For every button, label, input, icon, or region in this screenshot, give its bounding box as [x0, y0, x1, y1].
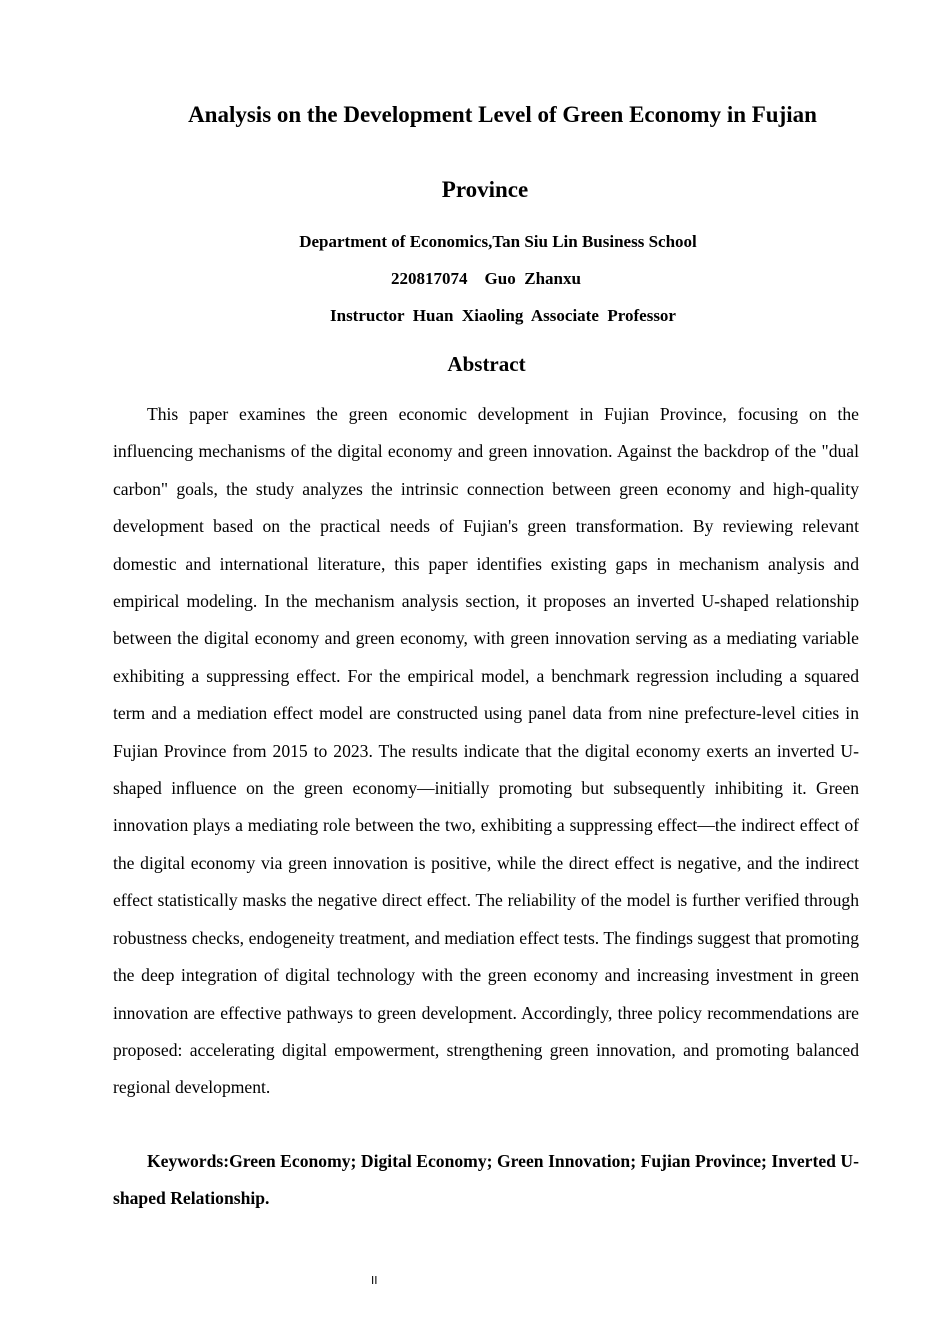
- student-line: 220817074 Guo Zhanxu: [391, 269, 581, 288]
- paper-title-line-1: Analysis on the Development Level of Green Economy in Fujian: [188, 102, 817, 127]
- page-number: II: [371, 1274, 378, 1287]
- instructor-line: Instructor Huan Xiaoling Associate Professor: [330, 306, 676, 325]
- abstract-heading: Abstract: [447, 352, 526, 376]
- paper-title-line-2: Province: [441, 177, 529, 202]
- keywords-paragraph: Keywords:Green Economy; Digital Economy; Green Innovation; Fujian Province; Inverted U-shaped Relationship.: [113, 1151, 859, 1209]
- abstract-body: This paper examines the green economic development in Fujian Province, focusing on the influencing mechanisms of the digital economy and green innovation. Against the backdrop of the "dual carbon" goals, the study analyzes the intrinsic connection between green economy and high-quality development based on the practical needs of Fujian's green transformation. By reviewing relevant domestic and international literature, this paper identifies existing gaps in mechanism analysis and empirical modeling. In the mechanism analysis section, it proposes an inverted U-shaped relationship between the digital economy and green economy, with green innovation serving as a mediating variable exhibiting a suppressing effect. For the empirical model, a benchmark regression including a squared term and a mediation effect model are constructed using panel data from nine prefecture-level cities in Fujian Province from 2015 to 2023. The results indicate that the digital economy exerts an inverted U-shaped influence on the green economy—initially promoting but subsequently inhibiting it. Green innovation plays a mediating role between the two, exhibiting a suppressing effect—the indirect effect of the digital economy via green innovation is positive, while the direct effect is negative, and the indirect effect statistically masks the negative direct effect. The reliability of the model is further verified through robustness checks, endogeneity treatment, and mediation effect tests. The findings suggest that promoting the deep integration of digital technology with the green economy and increasing investment in green innovation are effective pathways to green development. Accordingly, three policy recommendations are proposed: accelerating digital empowerment, strengthening green innovation, and promoting balanced regional development.: [113, 404, 859, 1098]
- department-line: Department of Economics,Tan Siu Lin Business School: [299, 232, 697, 251]
